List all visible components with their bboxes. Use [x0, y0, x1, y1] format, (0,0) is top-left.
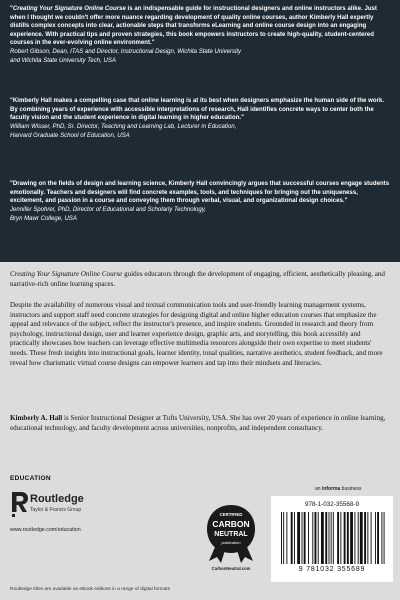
author-bio — [10, 414, 390, 433]
book-intro-title: Creating Your Signature Online Course — [10, 270, 123, 278]
barcode-bar — [360, 512, 363, 564]
barcode-bar — [377, 512, 379, 564]
testimonial-1-text: "Creating Your Signature Online Course is an indispensable guide for instructional designers and online instructors alike. Just when I thought we couldn't offer more nuance regarding development of quality online courses, author Kimberly Hall expertly distills complex concepts into clear, actionable steps that transforms eLearning and online course design into an engaging experience. With practical tips and proven strategies, this book empowers instructors to create high-quality, student-centered courses in the ever-evolving online environment." — [10, 6, 377, 47]
barcode-bar — [283, 512, 284, 564]
ebook-note: Routledge titles are available as eBook editions in a range of digital formats — [10, 587, 170, 592]
carbon-neutral-url: CarbonNeutral.com — [211, 566, 251, 571]
barcode-bar — [331, 512, 332, 564]
barcode-bar — [350, 512, 353, 564]
carbon-line1: CERTIFIED — [219, 512, 243, 517]
testimonial-3-attribution: Jennifer Spohrer, PhD, Director of Educational and Scholarly Technology, Bryn Mawr College, USA — [10, 207, 206, 222]
barcode-bar — [325, 512, 327, 564]
barcode-bar — [281, 512, 282, 564]
publisher-subname: Taylor & Francis Group — [30, 507, 82, 513]
publisher-name: Routledge — [30, 493, 84, 505]
barcode-bar — [329, 512, 330, 564]
book-description — [10, 301, 390, 368]
testimonial-2-attribution: William Wisser, PhD, Sr. Director, Teaching and Learning Lab, Lecturer in Education, Harvard Graduate School of Education, USA — [10, 124, 237, 139]
barcode-bar — [333, 512, 334, 564]
barcode-bar — [344, 512, 346, 564]
barcode-bar — [375, 512, 376, 564]
author-bio-text: is Senior Instructional Designer at Tufts University, USA. She has over 20 years of experience in online learning, educational technology, and faculty development across universities, nonprofits, and independent consultancy. — [10, 414, 386, 432]
carbon-line3: NEUTRAL — [214, 531, 248, 538]
publisher-url[interactable]: www.routledge.com/education — [10, 527, 81, 533]
barcode-bar — [321, 512, 324, 564]
testimonial-1 — [10, 5, 390, 66]
carbon-line2: CARBON — [212, 519, 250, 529]
barcode-panel — [271, 496, 393, 582]
barcode-bar — [358, 512, 359, 564]
book-intro-text: guides educators through the development of engaging, efficient, aesthetically pleasing, and narrative-rich online learning spaces. — [10, 270, 385, 288]
carbon-line4: publication — [221, 540, 241, 545]
barcode-bar — [340, 512, 341, 564]
barcode-bar — [297, 512, 300, 564]
book-intro — [10, 270, 390, 289]
testimonial-1-attribution: Robert Gibson, Dean, ITAS and Director, Instructional Design, Wichita State University and Wichita State University Tech, USA — [10, 49, 242, 65]
barcode-bar — [337, 512, 339, 564]
informa-tagline: an informa business — [315, 486, 362, 492]
testimonial-1-book-title: Creating Your Signature Online Course — [12, 6, 126, 12]
barcode-bar — [384, 512, 385, 564]
barcode-bar — [318, 512, 319, 564]
testimonial-2 — [10, 97, 390, 140]
barcode-bar — [347, 512, 349, 564]
barcode-bar — [312, 512, 313, 564]
subject-category: EDUCATION — [10, 475, 51, 482]
testimonial-3 — [10, 180, 390, 223]
barcode-bar — [381, 512, 382, 564]
barcode-digits: 9 781032 355689 — [298, 566, 366, 573]
testimonial-1-body: is an indispensable guide for instructional designers and online instructors alike. Just when I thought we couldn't offer more nuance regarding development of quality online courses, author Kimberly Hall expertly distills complex concepts into clear, actionable steps that transforms eLearning and online course design into an engaging experience. With practical tips and proven strategies, this book empowers instructors to create high-quality, student-centered courses in the ever-evolving online environment." — [10, 6, 377, 47]
author-name: Kimberly A. Hall — [10, 414, 63, 422]
testimonial-3-text: "Drawing on the fields of design and learning science, Kimberly Hall convincingly argues that successful courses engage students emotionally. Teachers and designers will find concrete examples, tools, and techniques for bringing out the uniqueness, excitement, and passion in a course and conveying them through verbal, visual, and organizational design choices." — [10, 181, 390, 205]
barcode-bar — [371, 512, 372, 564]
barcode-bar — [367, 512, 368, 564]
publisher-block — [10, 490, 140, 540]
barcode-bar — [294, 512, 295, 564]
barcode-bar — [291, 512, 293, 564]
barcode-bar — [304, 512, 306, 564]
book-description-text: Despite the availability of numerous visual and textual communication tools and user-friendly learning management systems, instructors and support staff need concrete strategies for designing digital and online higher education courses that emphasize the appeal and relevance of the subject, reflect the instructor's presence, and inspire students. Grounded in research and theory from psychology, instructional design, user and learner experience design, graphic arts, and storytelling, this book accessibly and practically showcases how teachers can leverage effective multimedia resources alongside their own expertise to meet students' needs. These fresh insights into instructional goals, learner identity, tonal qualities, narrative aesthetics, student feedback, and more reveal how charismatic virtual course designs can empower learners and tap into their mindsets and literacies. — [10, 301, 383, 367]
barcode-bar — [354, 512, 355, 564]
barcode-bar — [314, 512, 316, 564]
barcode-bar — [286, 512, 287, 564]
carbon-neutral-badge-icon — [205, 503, 257, 565]
barcode-icon — [281, 512, 385, 564]
barcode-bar — [302, 512, 303, 564]
barcode-bar — [308, 512, 309, 564]
barcode-bar — [364, 512, 366, 564]
isbn-text: 978-1-032-35568-9 — [305, 501, 359, 508]
testimonial-2-text: "Kimberly Hall makes a compelling case that online learning is at its best when designers emphasize the human side of the work. By combining years of experience with accessible interpretations of research, Hall identifies concrete ways to center both the faculty vision and the student experience in digital learning in higher education." — [10, 98, 385, 122]
